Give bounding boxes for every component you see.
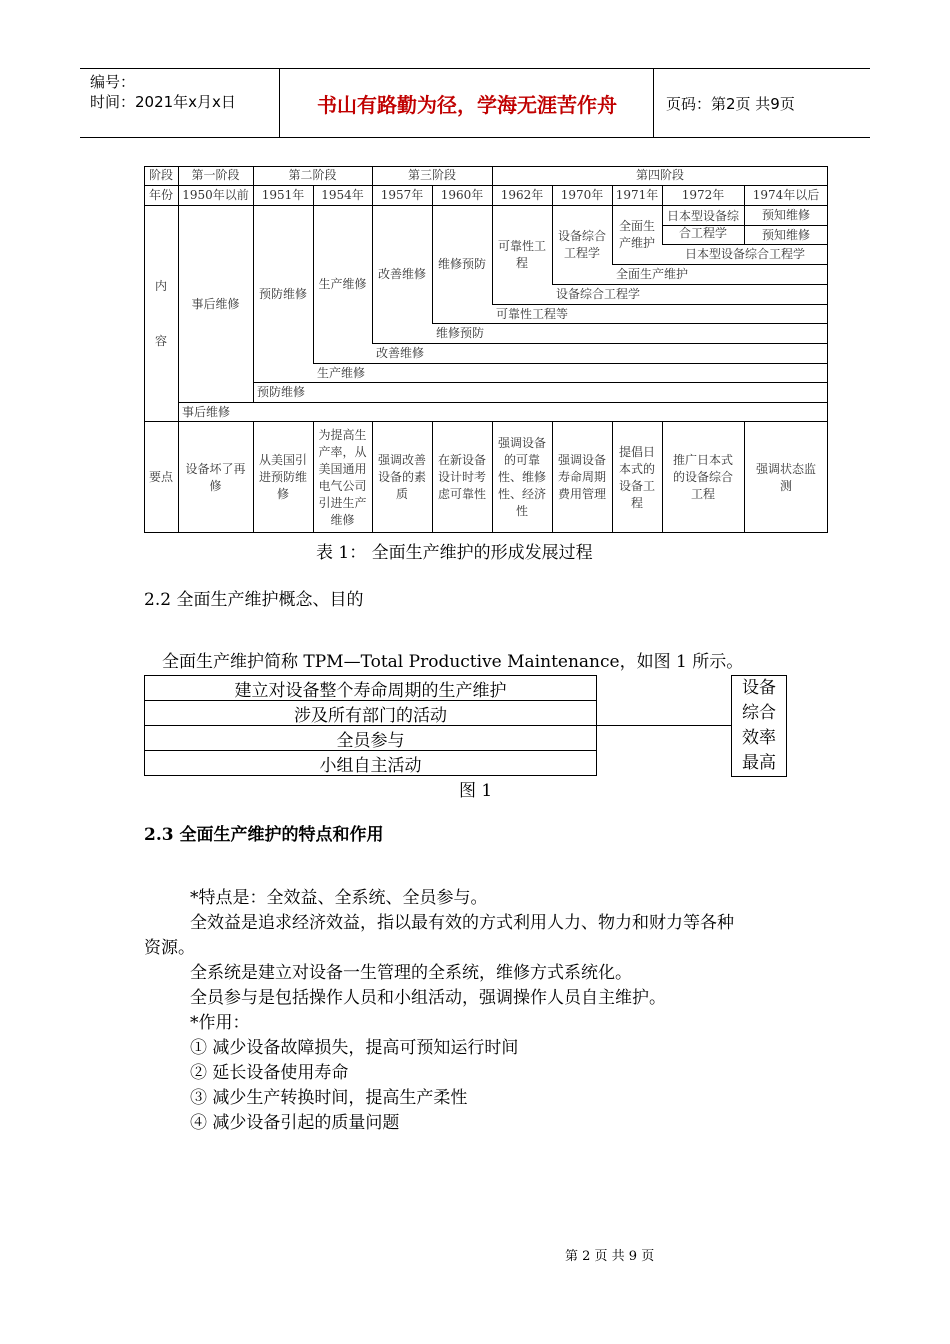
code-label: 编号： bbox=[90, 73, 136, 91]
bar-after-repair: 事后维修 bbox=[182, 405, 231, 419]
section-2-2-heading: 2.2 全面生产维护概念、目的 bbox=[144, 590, 364, 610]
row-label-content-2: 容 bbox=[154, 334, 167, 348]
stage-4: 第四阶段 bbox=[635, 168, 684, 182]
stage-2: 第二阶段 bbox=[288, 168, 337, 182]
point-cell: 从美国引进预防维修 bbox=[258, 453, 307, 501]
point-cell: 推广日本式的设备综合工程 bbox=[672, 453, 733, 501]
figure-box: 全员参与 bbox=[144, 725, 597, 751]
figure-box: 建立对设备整个寿命周期的生产维护 bbox=[144, 675, 597, 701]
point-cell: 为提高生产率，从美国通用电气公司引进生产维修 bbox=[318, 427, 367, 527]
year-cell: 1951年 bbox=[261, 188, 305, 202]
year-cell: 1957年 bbox=[380, 188, 424, 202]
content-japanese-terotechnology-bar: 日本型设备综合工程学 bbox=[684, 247, 805, 261]
bar-productive: 生产维修 bbox=[317, 366, 366, 380]
figure-caption: 图 1 bbox=[459, 781, 493, 801]
point-cell: 提倡日本式的设备工程 bbox=[618, 444, 655, 510]
paragraph-line: 全员参与是包括操作人员和小组活动，强调操作人员自主维护。 bbox=[190, 988, 666, 1008]
content-corrective: 改善维修 bbox=[377, 267, 426, 281]
point-cell: 强调状态监测 bbox=[755, 461, 816, 493]
figure-target-line: 综合 bbox=[742, 703, 776, 723]
page-footer: 第 2 页 共 9 页 bbox=[565, 1249, 655, 1264]
figure-target-line: 最高 bbox=[742, 753, 776, 773]
list-item: ① 减少设备故障损失，提高可预知运行时间 bbox=[190, 1038, 519, 1058]
content-preventive: 预防维修 bbox=[258, 286, 307, 301]
bar-tpm: 全面生产维护 bbox=[616, 267, 689, 281]
content-japanese-terotechnology: 日本型设备综合工程学 bbox=[666, 209, 739, 240]
time-label: 时间：2021年x月x日 bbox=[90, 93, 236, 111]
content-reliability: 可靠性工程 bbox=[497, 239, 546, 270]
row-label-stage: 阶段 bbox=[148, 168, 173, 182]
year-cell: 1962年 bbox=[500, 188, 544, 202]
figure-box: 小组自主活动 bbox=[144, 750, 597, 776]
year-cell: 1972年 bbox=[681, 188, 725, 202]
bar-maintenance-prevention: 维修预防 bbox=[436, 326, 485, 340]
figure-target-line: 效率 bbox=[742, 728, 776, 748]
header-motto: 书山有路勤为径，学海无涯苦作舟 bbox=[281, 69, 654, 137]
figure-target-line: 设备 bbox=[742, 678, 776, 698]
bar-preventive: 预防维修 bbox=[257, 385, 306, 399]
content-productive: 生产维修 bbox=[318, 277, 367, 291]
content-maintenance-prevention: 维修预防 bbox=[437, 257, 486, 271]
section-2-2-intro: 全面生产维护简称 TPM—Total Productive Maintenance，如图 1 所示。 bbox=[162, 652, 744, 672]
year-cell: 1971年 bbox=[615, 188, 659, 202]
year-cell: 1954年 bbox=[321, 188, 364, 202]
list-item: ④ 减少设备引起的质量问题 bbox=[190, 1113, 400, 1133]
year-cell: 1960年 bbox=[440, 188, 484, 202]
content-predictive: 预知维修 bbox=[761, 208, 810, 222]
list-item: ② 延长设备使用寿命 bbox=[190, 1063, 349, 1083]
paragraph-line: *作用： bbox=[190, 1013, 250, 1033]
content-terotechnology: 设备综合工程学 bbox=[557, 229, 606, 260]
bar-corrective: 改善维修 bbox=[376, 346, 425, 360]
point-cell: 强调设备寿命周期费用管理 bbox=[557, 453, 606, 501]
paragraph-line: 全系统是建立对设备一生管理的全系统，维修方式系统化。 bbox=[190, 963, 632, 983]
point-cell: 在新设备设计时考虑可靠性 bbox=[437, 453, 486, 501]
figure-connector bbox=[597, 725, 731, 726]
bar-terotechnology: 设备综合工程学 bbox=[556, 287, 641, 301]
point-cell: 设备坏了再修 bbox=[185, 461, 246, 493]
content-tpm: 全面生产维护 bbox=[618, 219, 655, 250]
section-2-3-heading: 2.3 全面生产维护的特点和作用 bbox=[144, 825, 384, 845]
year-cell: 1974年以后 bbox=[752, 188, 820, 202]
stage-1: 第一阶段 bbox=[191, 168, 240, 182]
content-predictive: 预知维修 bbox=[761, 227, 810, 242]
year-cell: 1970年 bbox=[560, 188, 604, 202]
stage-3: 第三阶段 bbox=[407, 168, 456, 182]
content-after-repair: 事后维修 bbox=[191, 296, 240, 311]
tpm-history-table bbox=[0, 0, 950, 540]
point-cell: 强调改善设备的素质 bbox=[377, 453, 426, 501]
year-cell: 1950年以前 bbox=[182, 188, 249, 202]
row-label-points: 要点 bbox=[148, 469, 173, 484]
row-label-year: 年份 bbox=[148, 188, 173, 202]
table-caption: 表 1： 全面生产维护的形成发展过程 bbox=[316, 543, 593, 563]
row-label-content-1: 内 bbox=[154, 279, 167, 293]
list-item: ③ 减少生产转换时间，提高生产柔性 bbox=[190, 1088, 468, 1108]
paragraph-line: 资源。 bbox=[144, 938, 195, 958]
figure-box: 涉及所有部门的活动 bbox=[144, 700, 597, 726]
paragraph-line: *特点是：全效益、全系统、全员参与。 bbox=[190, 888, 488, 908]
header-page-label: 页码：第2页 共9页 bbox=[666, 94, 795, 113]
paragraph-line: 全效益是追求经济效益，指以最有效的方式利用人力、物力和财力等各种 bbox=[190, 913, 734, 933]
figure-target-box bbox=[731, 675, 787, 777]
point-cell: 强调设备的可靠性、维修性、经济性 bbox=[497, 436, 546, 518]
bar-reliability: 可靠性工程等 bbox=[496, 307, 569, 321]
